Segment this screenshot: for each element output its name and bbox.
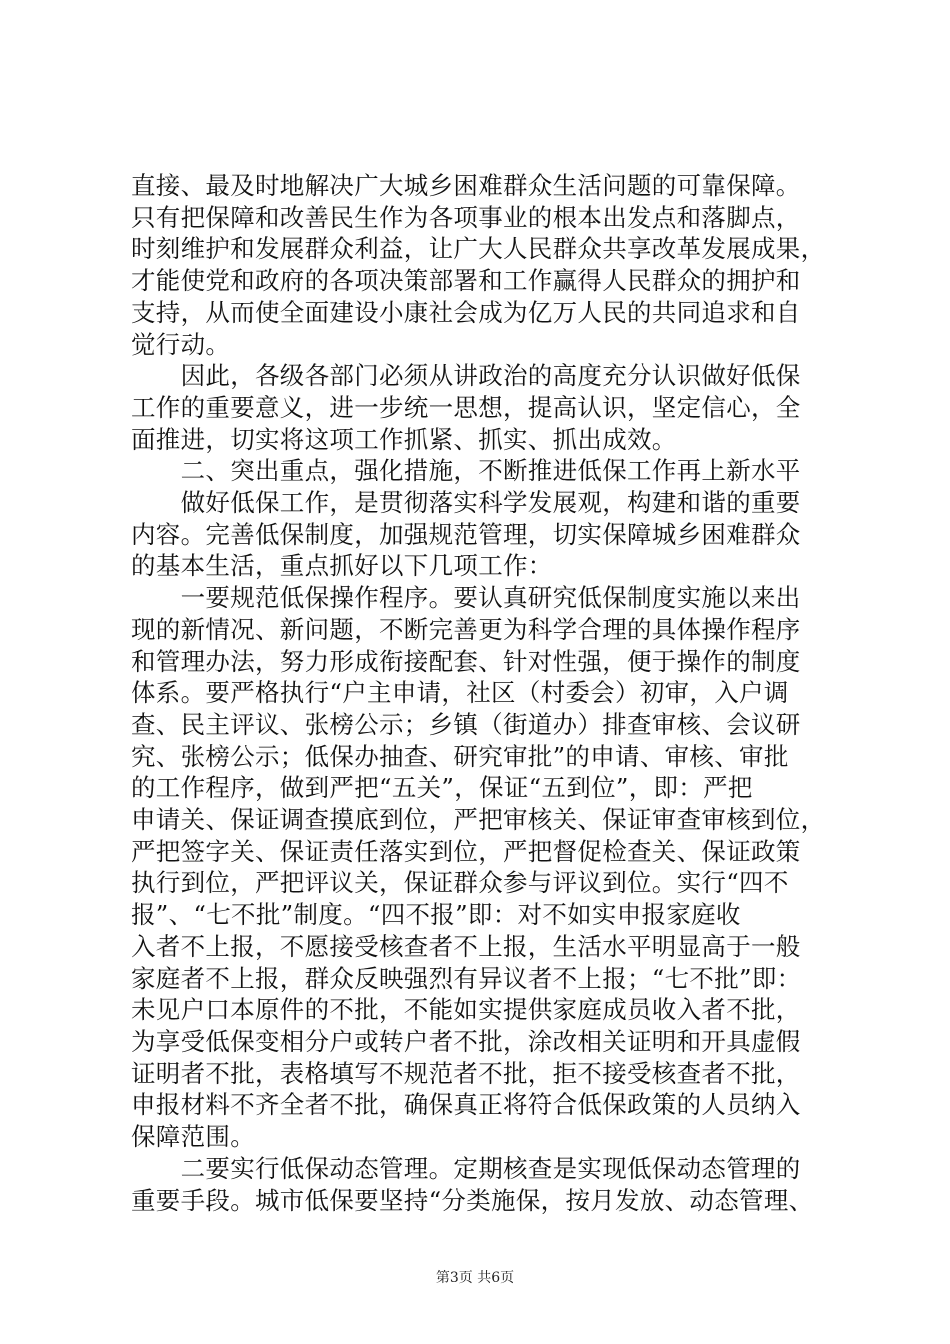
text-line: 只有把保障和改善民生作为各项事业的根本出发点和落脚点， bbox=[131, 202, 801, 232]
text-line: 和管理办法，努力形成衔接配套、针对性强，便于操作的制度 bbox=[131, 646, 801, 676]
text-line: 家庭者不上报，群众反映强烈有异议者不上报；“七不批”即： bbox=[131, 963, 802, 993]
text-line: 保障范围。 bbox=[131, 1122, 255, 1152]
text-line: 未见户口本原件的不批，不能如实提供家庭成员收入者不批， bbox=[131, 995, 801, 1025]
text-line: 体系。要严格执行“户主申请，社区（村委会）初审，入户调 bbox=[131, 678, 789, 708]
text-line: 工作的重要意义，进一步统一思想，提高认识，坚定信心，全 bbox=[131, 392, 801, 422]
text-line: 执行到位，严把评议关，保证群众参与评议到位。实行“四不 bbox=[131, 868, 789, 898]
text-line: 入者不上报，不愿接受核查者不上报，生活水平明显高于一般 bbox=[131, 931, 801, 961]
text-line: 为享受低保变相分户或转户者不批，涂改相关证明和开具虚假 bbox=[131, 1026, 801, 1056]
text-line: 报”、“七不批”制度。“四不报”即：对不如实申报家庭收 bbox=[131, 900, 741, 930]
text-line: 才能使党和政府的各项决策部署和工作赢得人民群众的拥护和 bbox=[131, 266, 801, 296]
text-line: 支持，从而使全面建设小康社会成为亿万人民的共同追求和自 bbox=[131, 297, 801, 327]
text-line: 证明者不批，表格填写不规范者不批，拒不接受核查者不批， bbox=[131, 1058, 801, 1088]
text-line: 查、民主评议、张榜公示；乡镇（街道办）排查审核、会议研 bbox=[131, 709, 801, 739]
body-text bbox=[131, 170, 841, 1216]
text-line: 时刻维护和发展群众利益，让广大人民群众共享改革发展成果， bbox=[131, 234, 826, 264]
section-heading: 二、突出重点，强化措施，不断推进低保工作再上新水平 bbox=[131, 456, 801, 486]
text-line: 严把签字关、保证责任落实到位，严把督促检查关、保证政策 bbox=[131, 836, 801, 866]
text-line: 重要手段。城市低保要坚持“分类施保，按月发放、动态管理、 bbox=[131, 1185, 814, 1215]
text-line: 现的新情况、新问题，不断完善更为科学合理的具体操作程序 bbox=[131, 614, 801, 644]
text-line: 觉行动。 bbox=[131, 329, 231, 359]
text-line: 的工作程序，做到严把“五关”，保证“五到位”，即：严把 bbox=[131, 773, 753, 803]
text-line: 直接、最及时地解决广大城乡困难群众生活问题的可靠保障。 bbox=[131, 171, 801, 200]
text-line: 申请关、保证调查摸底到位，严把审核关、保证审查审核到位， bbox=[131, 805, 826, 835]
text-line: 内容。完善低保制度，加强规范管理，切实保障城乡困难群众 bbox=[131, 519, 801, 549]
page-footer: 第3页 共6页 bbox=[435, 1270, 515, 1286]
text-line: 究、张榜公示；低保办抽查、研究审批”的申请、审核、审批 bbox=[131, 741, 789, 771]
text-line: 二要实行低保动态管理。定期核查是实现低保动态管理的 bbox=[131, 1153, 801, 1183]
text-line: 的基本生活，重点抓好以下几项工作： bbox=[131, 551, 553, 581]
text-line: 面推进，切实将这项工作抓紧、抓实、抓出成效。 bbox=[131, 424, 677, 454]
text-line: 做好低保工作，是贯彻落实科学发展观，构建和谐的重要 bbox=[131, 488, 801, 518]
text-line: 一要规范低保操作程序。要认真研究低保制度实施以来出 bbox=[131, 583, 801, 613]
text-line: 申报材料不齐全者不批，确保真正将符合低保政策的人员纳入 bbox=[131, 1090, 801, 1120]
text-line: 因此，各级各部门必须从讲政治的高度充分认识做好低保 bbox=[131, 361, 801, 391]
